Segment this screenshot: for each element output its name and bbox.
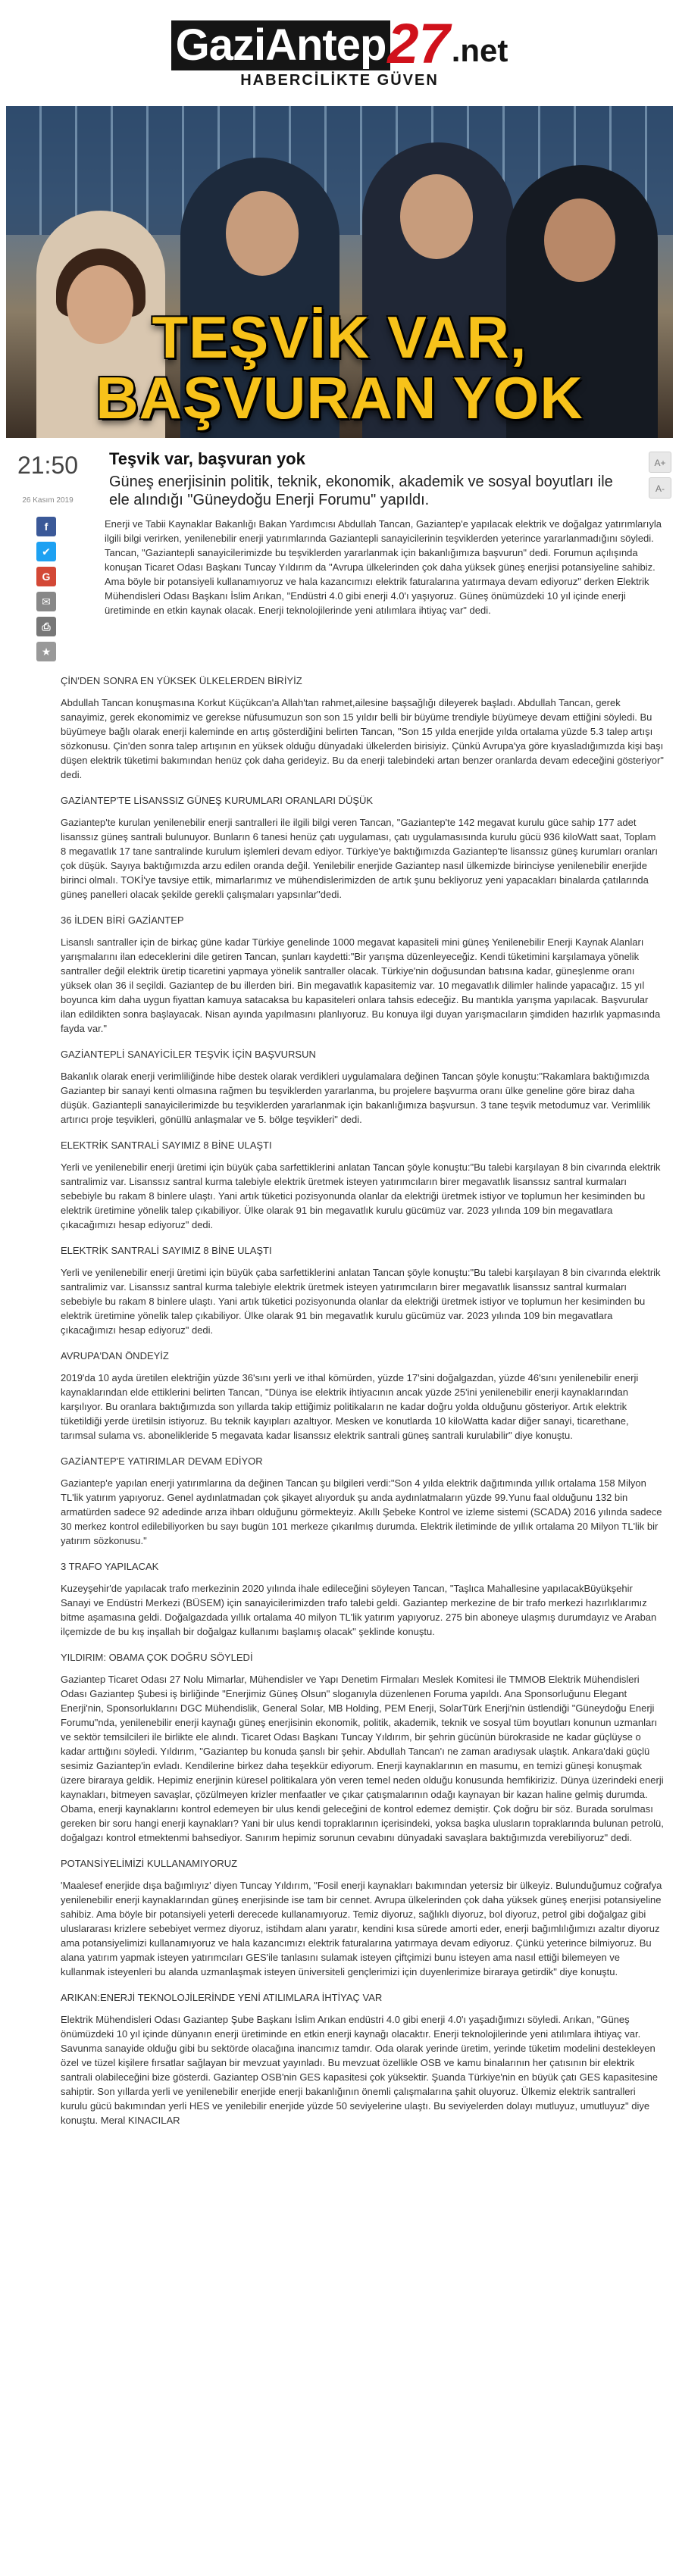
section-text: Gaziantep'e yapılan enerji yatırımlarına da değinen Tancan şu bilgileri verdi:"Son 4 yılda elektrik dağıtımında yıllık ortalama 158 Milyon TL'lik yatırım yapıyoruz. Genel aydınlatmadan çok şikayet alıyorduk şu anda aydınlatmaların yüzde 99.Yunu faal olduğunu 132 bin armatürden sadece 92 adedinde arıza ihbarı olduğunu görmekteyiz. Akıllı Şebeke Kontrol ve izleme sistemi (SCADA) 2016 yılında sadece 30 merkez kontrol edilebiliyorken bu sayı bugün 101 merkeze çıkarılmış durumda. Elektrik iletiminde de yıllık ortalama 20 Milyon TL'lik bir yatırım sözkonusu." bbox=[61, 1477, 662, 1546]
hero-image bbox=[6, 106, 673, 438]
logo-brand: GaziAntep bbox=[171, 20, 391, 70]
section-text: Yerli ve yenilenebilir enerji üretimi için büyük çaba sarfettiklerini anlatan Tancan şöyle konuştu:"Bu talebi karşılayan 8 bin civarında elektrik santralimiz var. Lisanssız santral kurma talebiyle elektrik üretmek isteyen yatırımcıların birer megavatlık lisanssız santral kurmaları sebebiyle bu rakam 8 binlere ulaştı. Yani artık tüketici pozisyonunda olanlar da elektriği üretmek istiyor ve toplumun her kesiminden bu elektrik üretimine yönelik talep çıkabiliyor. Ülke olarak 91 bin megavatlık kurulu gücümüz var. 2023 yılında 109 bin megavatlara çıkacağımızı hesap ediyoruz" dedi. bbox=[61, 1161, 661, 1230]
article-body bbox=[6, 517, 673, 2127]
person-3-head bbox=[400, 174, 473, 259]
bookmark-icon[interactable]: ★ bbox=[36, 642, 56, 661]
section-text: 'Maalesef enerjide dışa bağımlıyız' diyen Tuncay Yıldırım, "Fosil enerji kaynakları bakımından yetersiz bir ülkeyiz. Bulunduğumuz coğrafya yenilenebilir enerji kaynaklarından güneş enerjisinde ise tam bir cennet. Avrupa ülkelerinden çok daha yüksek güneş enerjisi potansiyeline sahibiz. Ama böyle bir potansiyeli yeterli derecede kullanamıyoruz. Temiz diyoruz, sağlıklı diyoruz, bol diyoruz, petrol gibi doğalgaz gibi uluslararası krizlere sebebiyet vermez diyoruz, istihdam alanı yaratır, kendini kısa sürede amorti eder, enerji bağımlılığımızı azaltır diyoruz ama potansiyelimizi kullanamıyoruz ve hala kazancımızı elektrik faturalarına yatırmaya devam ediyoruz. Çünkü yeterince bilmiyoruz. Bu alana yatırım yapmak isteyen yatırımcıları GES'ile tanlasını sulamak isteyen çiftçimizi bunu isteyen ama nasıl ettiği bilemeyen ve kullanmak isteyenleri bu alanda uzmanlaşmak isteyen üniversiteli gençlerimizi için duyenlerimize biraraya getirdik" diye konuştu. bbox=[61, 1880, 662, 1977]
twitter-icon[interactable]: ✔ bbox=[36, 542, 56, 561]
site-logo[interactable] bbox=[171, 11, 508, 89]
section-text: 2019'da 10 ayda üretilen elektriğin yüzde 36'sını yerli ve ithal kömürden, yüzde 17'sini doğalgazdan, yüzde 46'sını yenilenebilir enerji kaynaklarından elde ettiklerini belirten Tancan, "Dünya ise elektrik ihtiyacının ancak yüzde 25'ini yenilenebilir enerji kaynaklarından karşılıyor. Bu oranlara baktığımızda son yıllarda takip ettiğimiz politikaların ne kadar doğru yolda olduğunu gösteriyor. Artık elektrik tüketildiği yerde üretilsin istiyoruz. Bu teknik kayıpları azaltıyor. Mesken ve konutlarda 10 kiloWatta kadar diğer sanayi, ticarethane, tarımsal sulama vs. abonelikleride 5 megavata kadar lisanssız elektrik santrali güneş santrali kurulabilir" diye konuştu. bbox=[61, 1372, 639, 1441]
font-decrease-button[interactable]: A- bbox=[649, 477, 671, 499]
site-header bbox=[0, 0, 679, 106]
facebook-icon[interactable]: f bbox=[36, 517, 56, 536]
section-text: Lisanslı santraller için de birkaç güne kadar Türkiye genelinde 1000 megavat kapasiteli mini güneş Yenilenebilir Enerji Kaynak Alanları yarışmalarını ilan edeceklerini dile getiren Tancan, şunları kaydetti:"Bir yarışma düzenleyeceğiz. Kendi tüketimini karşılamaya yönelik santraller değil elektrik üretip ticaretini yapmaya yönelik santraller olacak. Türkiye'nin doğusundan batısına kadar, güneşlenme oranı yüksek olan 36 il seçildi. Gaziantep de bu illerden biri. Bin megavatlık kapasitemiz var. 10 megavatlık dilimler halinde yapacağız. 15 yıl boyunca kim daha uygun fiyattan kamuya satacaksa bu kapasiteleri onlara tahsis edeceğiz. Bu mantıkla yarışma yapılacak. Başvurular ilan edildikten sonra başlayacak. Nisan ayında yapılmasını planlıyoruz. Bu konuya ilgi duyan yarışmacıların şimdiden hazırlık yapmasında fayda var." bbox=[61, 936, 661, 1034]
font-size-tools bbox=[649, 452, 673, 503]
section-text: Abdullah Tancan konuşmasına Korkut Küçükcan'a Allah'tan rahmet,ailesine başsağlığı dileyerek başladı. Abdullah Tancan, gerek sanayimiz, gerek ekonomimiz ve gerekse nüfusumuzun son son 15 yıldır belli bir büyüme trendiyle büyümeye devam ettiğini söyledi. Bu büyümeye bağlı olarak enerji kaleminde en artış gösterdiğini belirten Tancan, "Son 15 yılda enerjide yılda ortalama yüzde 5.3 talep artışı sözkonusu. Çin'den sonra talep artışının en yüksek olduğu dünyadaki ülkelerden birisiyiz. Çünkü Avrupa'ya göre kıyasladığımızda kişi başı düşen elektrik tüketimi bakımından henüz çok daha gerideyiz. Bu da enerji talebindeki artan benzer oranlarda devam edeceğini gösteriyor" dedi. bbox=[61, 697, 664, 780]
article-content bbox=[6, 517, 673, 2127]
logo-number: 27 bbox=[387, 11, 450, 75]
section-heading: ELEKTRİK SANTRALİ SAYIMIZ 8 BİNE ULAŞTI bbox=[61, 1245, 272, 1256]
publish-info bbox=[6, 449, 89, 509]
article-lead: Enerji ve Tabii Kaynaklar Bakanlığı Bakan Yardımcısı Abdullah Tancan, Gaziantep'e yapılacak elektrik ve doğalgaz yatırımlarıyla ilgili bilgi verirken, yenilenebilir enerji yatırımlarında Gaziantepli sanayicilerinin teşviklerden yeterince yararlanmadığını söyledi. Tancan, "Gaziantepli sanayicilerimizde bu teşviklerden yararlanmak için bakanlığımıza başvurun" dedi. Forumun açılışında konuşan Ticaret Odası Başkanı Tuncay Yıldırım da "Avrupa ülkelerinden çok daha yüksek güneş enerjisi potansiyeline sahibiz. Ama böyle bir potansiyeli kullanamıyoruz ve hala kazancımızı elektrik faturalarına yatırmaya devam ediyoruz" derken Elektrik Mühendisleri Odası Başkanı İslim Arıkan, "Endüstri 4.0 gibi enerji 4.0'ı yaşıyoruz. Güneş önümüzdeki 10 yıl içinde enerji üretiminde en etkin kaynak olacak. Enerji teknolojilerinde yeni atılımlara ihtiyaç var" dedi. bbox=[105, 518, 662, 616]
logo-tld: .net bbox=[451, 32, 508, 68]
section-heading: ELEKTRİK SANTRALİ SAYIMIZ 8 BİNE ULAŞTI bbox=[61, 1140, 272, 1151]
article-spot: Güneş enerjisinin politik, teknik, ekonomik, akademik ve sosyal boyutları ile ele alındığı "Güneydoğu Enerji Forumu" yapıldı. bbox=[109, 474, 613, 508]
hero-headline-line1: TEŞVİK VAR, bbox=[152, 304, 527, 370]
section-heading: GAZİANTEP'E YATIRIMLAR DEVAM EDİYOR bbox=[61, 1455, 263, 1467]
section-text: Yerli ve yenilenebilir enerji üretimi için büyük çaba sarfettiklerini anlatan Tancan şöyle konuştu:"Bu talebi karşılayan 8 bin civarında elektrik santralimiz var. Lisanssız santral kurma talebiyle elektrik üretmek isteyen yatırımcıların birer megavatlık lisanssız santral kurmaları sebebiyle bu rakam 8 binlere ulaştı. Yani artık tüketici pozisyonunda olanlar da elektriği üretmek istiyor ve toplumun her kesiminden bu elektrik üretimine yönelik talep çıkabiliyor. Ülke olarak 91 bin megavatlık kurulu gücümüz var. 2023 yılında 109 bin megavatlara çıkacağımızı hesap ediyoruz" dedi. bbox=[61, 1267, 661, 1336]
print-icon[interactable]: ⎙ bbox=[36, 617, 56, 636]
section-heading: 3 TRAFO YAPILACAK bbox=[61, 1561, 159, 1572]
hero-headline bbox=[6, 304, 673, 431]
section-text: Bakanlık olarak enerji verimliliğinde hibe destek olarak verdikleri uygulamalara değinen Tancan şöyle konuştu:"Rakamlara baktığımızda Gaziantep bir sanayi kenti olmasına rağmen bu teşviklerden yararlanma, bu projelere başvurma oranı ülke geneline göre biraz daha düşük. Gaziantepli sanayicilerimizde bu teşviklerden yararlanmak için bakanlığımıza başvursun. 3 tane teşvik metodumuz var. Verimlilik artırıcı proje teşvikleri, gönüllü anlaşmalar ve 5. bölge teşvikleri" dedi. bbox=[61, 1071, 651, 1125]
font-increase-button[interactable]: A+ bbox=[649, 452, 671, 473]
mail-icon[interactable]: ✉ bbox=[36, 592, 56, 611]
hero-headline-line2: BAŞVURAN YOK bbox=[95, 364, 584, 431]
section-text: Kuzeyşehir'de yapılacak trafo merkezinin 2020 yılında ihale edileceğini söyleyen Tancan, "Taşlıca Mahallesine yapılacakBüyükşehir Sanayi ve Endüstri Merkezi (BÜSEM) için sanayicilerimizden trafo talebi geldi. Gaziantep merkezine de bir trafo merkezi hazırlıklarımız bitme aşamasına geldi. Doğalgazdada yıllık ortalama 40 milyon TL'lik yatırım yapıyoruz. 275 bin aboneye ulaşmış durumdayız ve Araban ilçemizde de bu kış inşallah bir doğalgaz kullanımı başlamış olacak" şeklinde konuştu. bbox=[61, 1583, 657, 1637]
logo-slogan: HABERCİLİKTE GÜVEN bbox=[240, 71, 439, 89]
publish-time: 21:50 bbox=[17, 452, 79, 479]
publish-date: 26 Kasım 2019 bbox=[22, 496, 74, 505]
section-text: Elektrik Mühendisleri Odası Gaziantep Şube Başkanı İslim Arıkan endüstri 4.0 gibi enerji 4.0'ı yaşadığımızı söyledi. Arıkan, "Güneş önümüzdeki 10 yıl içinde dünyanın enerji üretiminde en etkin enerji kaynağı olacaktır. Enerji teknolojilerinde yeni atılımlara ihtiyaç var. Savunma sanayide olduğu gibi bu sektörde olacağına inancımız tamdır. Oda olarak yerinde üretim, yerinde tüketim modelini destekleyen özel ve tüzel kişilere fırsatlar sağlayan bir mevzuat yayınladı. Bu mevzuat özellikle OSB ve kamu binalarının her çatısının bir elektrik santrali olabileceğini bize gösterdi. Gaziantep OSB'nin GES kapasitesi çok yüksektir. Şuanda Türkiye'nin en büyük çatı GES kapasitesine sahiptir. Son yıllarda yerli ve yenilenebilir enerjide enerji bakanlığının önemli çalışmalarına şahit oluyoruz. Ülkemiz elektrik santralleri kurulu gücü bakımından yerli HES ve yenilebilir enerjide yüzde 50 seviyelerine ulaştı. Bu seviyelerden dolayı mutluyuz, umutluyuz" diye konuştu. Meral KINACILAR bbox=[61, 2014, 659, 2126]
section-heading: GAZİANTEP'TE LİSANSSIZ GÜNEŞ KURUMLARI ORANLARI DÜŞÜK bbox=[61, 795, 374, 806]
article-header bbox=[6, 449, 673, 509]
section-heading: AVRUPA'DAN ÖNDEYİZ bbox=[61, 1350, 169, 1361]
section-heading: ARIKAN:ENERJİ TEKNOLOJİLERİNDE YENİ ATILIMLARA İHTİYAÇ VAR bbox=[61, 1992, 383, 2003]
section-heading: POTANSİYELİMİZİ KULLANAMIYORUZ bbox=[61, 1858, 238, 1869]
section-text: Gaziantep'te kurulan yenilenebilir enerji santralleri ile ilgili bilgi veren Tancan, "Gaziantep'te 142 megavat kurulu güce sahip 177 adet lisanssız güneş santrali bulunuyor. Bunların 6 tanesi henüz çatı uygulaması, çatı uygulamasısında kurulu gücü 936 kiloWatt saat, Toplam 8 megavatlık 17 tane santralinde kurulum işlemleri devam ediyor. Türkiye'ye baktığımızda Gaziantep'te lisanssız güneş kurumları oranları çok düşük. Sayıya baktığımızda arzu edilen oranda değil. Yenilebilir enerjide Gaziantep nasıl ülkemizde birinciyse yenilenebilir enerjide birinci olmalı. TOKİ'ye tavsiye ettik, mimarlarımız ve mühendislerimizden de artık şunu bekliyoruz yeni yapacakları binalarda çatılarında güneş panelleri olacak şekilde gerekli çalışmaları yapsınlar"dedi. bbox=[61, 817, 658, 900]
share-bar bbox=[36, 517, 58, 667]
section-text: Gaziantep Ticaret Odası 27 Nolu Mimarlar, Mühendisler ve Yapı Denetim Firmaları Meslek Komitesi ile TMMOB Elektrik Mühendisleri Odası Gaziantep Şubesi iş birliğinde "Enerjimiz Güneş Olsun" sloganıyla düzenlenen Foruma yapıldı. Ana Sponsorluğunu Elegant Enerji'nin, Sponsorluklarını DGC Mühendislik, General Solar, MB Holding, PEM Enerji, SolarTürk Enerji'nin üstlendiği "Güneydoğu Enerji Forumu"nda, yenilenebilir enerji kaynağı güneş enerjisinin ekonomik, politik, akademik, teknik ve sosyal tüm boyutları konunun uzmanları ve sektör temsilcileri ile birlikte ele alındı. Ticaret Odası Başkanı Tuncay Yıldırım, bir şehrin gücünün bürokraside ne kadar güçlüyse o kadar arttığını söyledi. Yıldırım, "Gaziantep bu konuda şanslı bir şehir. Abdullah Tancan'ı ne zaman aradıysak ulaştık. Ankara'daki güçlü sesimiz Gaziantep'in evladı. Kendilerine birkez daha teşekkür ediyorum. Enerji kaynaklarının en masumu, en temizi güneşi konuşmak üzere biraraya geldik. Hepimiz enerjinin küresel politikalara yön veren temel neden olduğu konusunda hemfikiriziz. Dünya üzerindeki enerji kaynakları, bitmeyen savaşlar, çözülmeyen krizler menfaatler ve çıkar çatışmalarının odağı kaynayan bir kazan haline gelmiş durumda. Obama, enerji kaynaklarını kontrol edemeyen bir ulus kendi geleceğini de kontrol edemez demiştir. Çok doğru bir söz. Burada sorulması gereken bir soru hangi enerji kaynakları? Yani bir ulus kendi topraklarının içerisindeki, yoksa başka ulusların topraklarında bulunan petrolü, doğalgazı kontrol etmektenmi bahsediyor. Sanırım hepimiz sorunun cevabını dünyadaki savaşlara baktığımızda verebiliyoruz" dedi. bbox=[61, 1674, 664, 1843]
person-2-head bbox=[226, 191, 299, 276]
google-plus-icon[interactable]: G bbox=[36, 567, 56, 586]
section-heading: ÇİN'DEN SONRA EN YÜKSEK ÜLKELERDEN BİRİYİZ bbox=[61, 675, 302, 686]
section-heading: YILDIRIM: OBAMA ÇOK DOĞRU SÖYLEDİ bbox=[61, 1652, 253, 1663]
article-title: Teşvik var, başvuran yok bbox=[109, 449, 305, 468]
section-heading: 36 İLDEN BİRİ GAZİANTEP bbox=[61, 914, 184, 926]
section-heading: GAZİANTEPLİ SANAYİCİLER TEŞVİK İÇİN BAŞVURSUN bbox=[61, 1049, 316, 1060]
person-4-head bbox=[544, 199, 615, 282]
